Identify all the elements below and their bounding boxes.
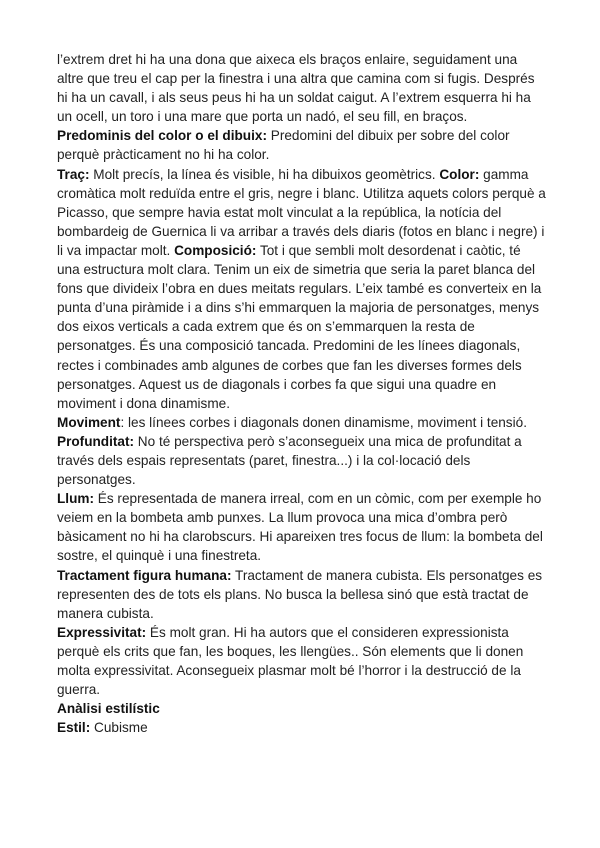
- predomini-paragraph: [57, 126, 547, 164]
- intro-paragraph: l’extrem dret hi ha una dona que aixeca els braços enlaire, seguidament una altre que treu el cap per la finestra i una altra que camina com si fugis. Després hi ha un cavall, i als seus peus hi ha un soldat caigut. A l’extrem esquerra hi ha un ocell, un toro i una mare que porta un nadó, el seu fill, en braços.: [57, 52, 535, 125]
- tractament-text: Tractament de manera cubista. Els personatges es representen des de tots els plans. No busca la bellesa sinó que està tractat de manera cubista.: [57, 567, 543, 621]
- tractament-paragraph: [57, 566, 547, 623]
- trac-term: Traç:: [57, 166, 90, 182]
- predomini-term: Predominis del color o el dibuix:: [57, 128, 267, 144]
- llum-text: És representada de manera irreal, com en un còmic, com per exemple ho veiem en la bombeta amb punxes. La llum provoca una mica d’ombra però bàsicament no hi ha clarobscurs. Hi apareixen tres focus de llum: la bombeta del sostre, el quinquè i una finestreta.: [57, 491, 543, 564]
- composicio-term: Composició:: [174, 242, 257, 258]
- trac-color-composicio-paragraph: [57, 165, 547, 413]
- analisi-heading: Anàlisi estilístic: [57, 701, 160, 717]
- moviment-text: : les línees corbes i diagonals donen dinamisme, moviment i tensió.: [120, 414, 527, 430]
- predomini-text: Predomini del dibuix per sobre del color perquè pràcticament no hi ha color.: [57, 128, 510, 163]
- expressivitat-text: És molt gran. Hi ha autors que el consideren expressionista perquè els crits que fan, les boques, les llengües.. Són elements que li donen molta expressivitat. Aconsegueix plasmar molt bé l’horror i la destrucció de la guerra.: [57, 624, 524, 698]
- composicio-text: Tot i que sembli molt desordenat i caòtic, té una estructura molt clara. Tenim un eix de simetria que seria la paret blanca del fons que divideix l’obra en dues meitats regulars. L’eix també es converteix en la punta d’una piràmide i a dins s’hi emmarquen la majoria de personatges, menys dos eixos verticals a cada extrem que és on s’emmarquen la resta de personatges. És una composició tancada. Predomini de les línees diagonals, rectes i combinades amb algunes de corbes que fan les diverses formes dels personatges. Aquest us de diagonals i corbes fa que sigui una quadre en moviment i dona dinamisme.: [57, 242, 542, 411]
- document-page: [57, 50, 547, 737]
- moviment-paragraph: [57, 413, 547, 432]
- tractament-term: Tractament figura humana:: [57, 567, 232, 583]
- expressivitat-term: Expressivitat:: [57, 624, 147, 640]
- profunditat-text: No té perspectiva però s’aconsegueix una mica de profunditat a través dels espais representats (paret, finestra...) i la col·locació dels personatges.: [57, 433, 522, 488]
- estil-text: Cubisme: [90, 720, 148, 736]
- llum-paragraph: [57, 489, 547, 565]
- profunditat-term: Profunditat:: [57, 433, 135, 449]
- color-text: gamma cromàtica molt reduïda entre el gris, negre i blanc. Utilitza aquets colors perquè a Picasso, que sempre havia estat molt vinculat a la república, la notícia del bombardeig de Guernica li va arribar a través dels diaris (fotos en blanc i negre) i li va impactar molt.: [57, 166, 546, 258]
- profunditat-paragraph: [57, 432, 547, 489]
- llum-term: Llum:: [57, 491, 94, 507]
- estil-term: Estil:: [57, 720, 91, 736]
- trac-text: Molt precís, la línea és visible, hi ha dibuixos geomètrics.: [89, 166, 440, 182]
- expressivitat-paragraph: [57, 623, 547, 699]
- estil-paragraph: [57, 718, 547, 737]
- color-term: Color:: [439, 166, 480, 182]
- moviment-term: Moviment: [57, 414, 121, 430]
